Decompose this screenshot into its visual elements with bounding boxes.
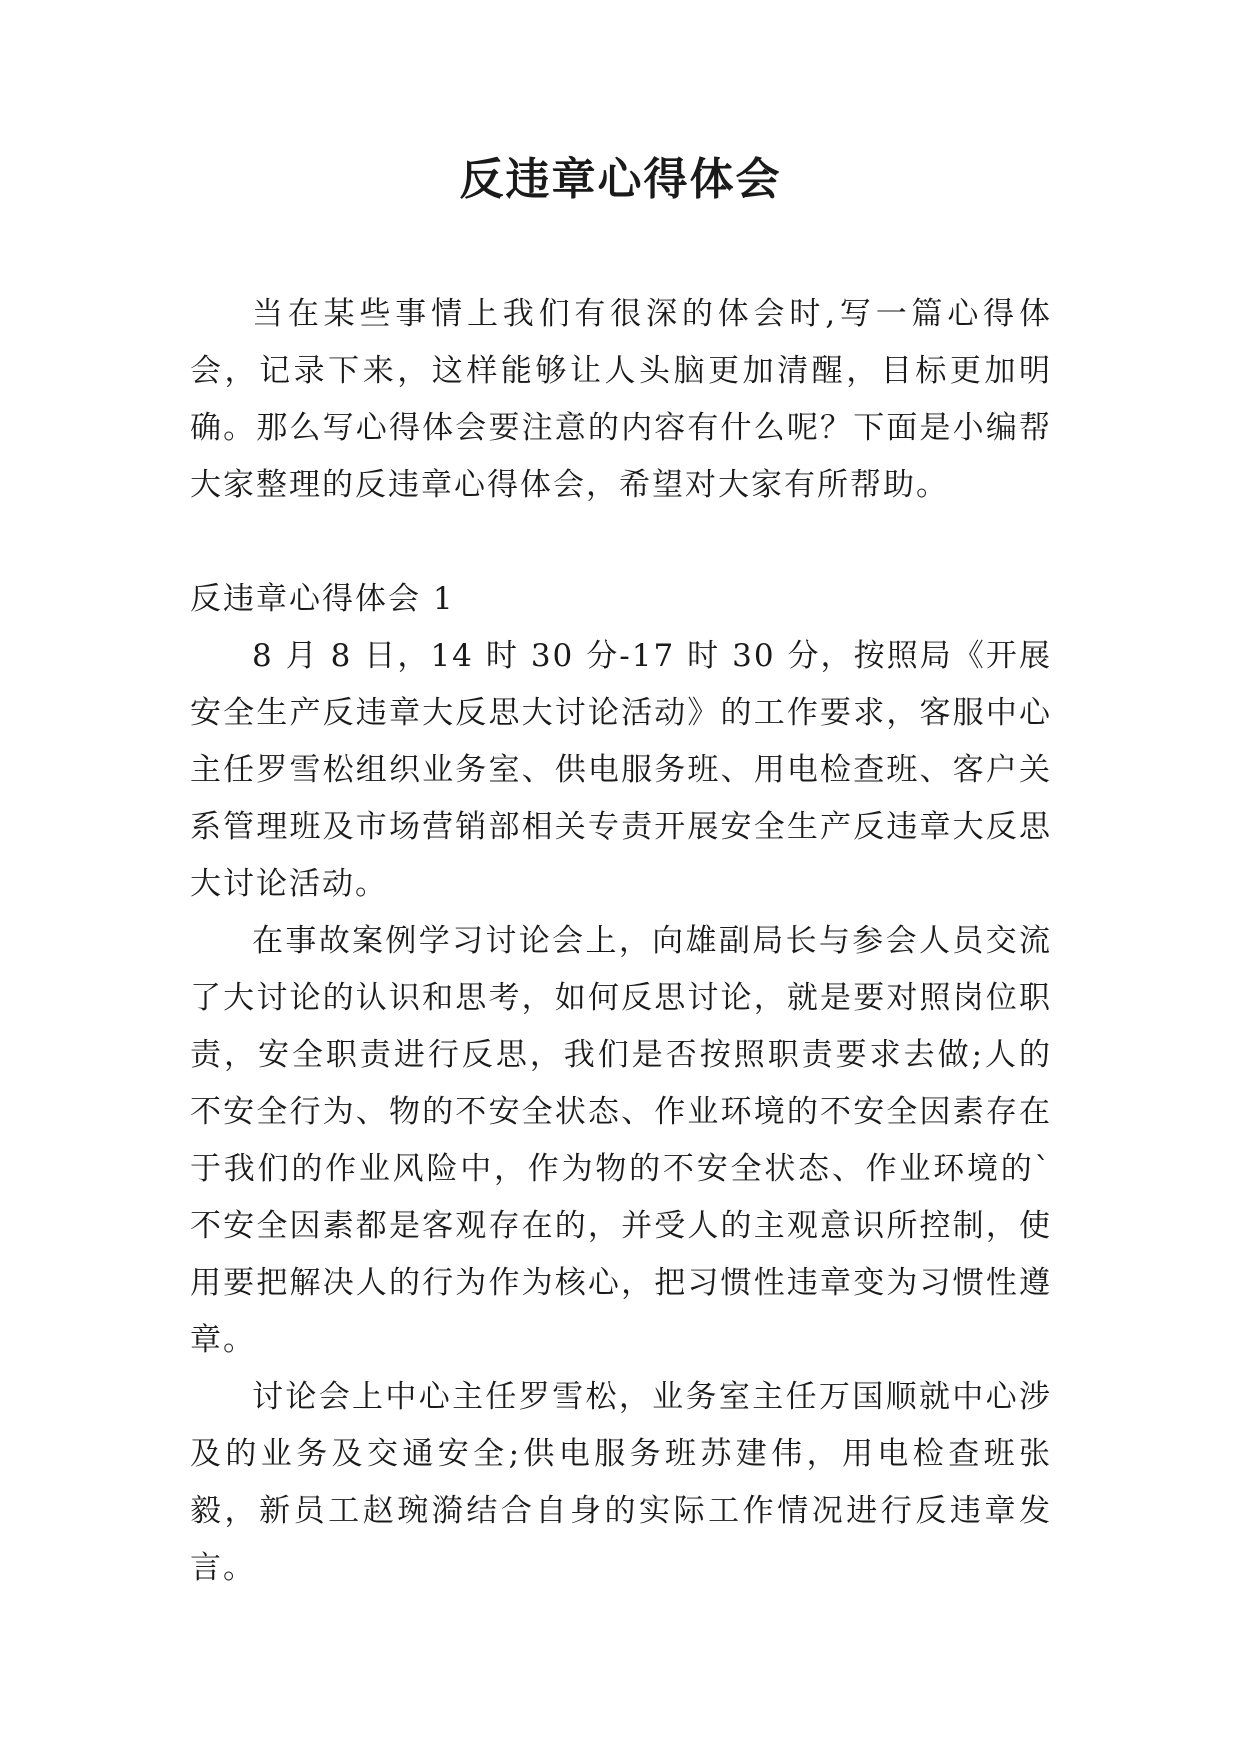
body-paragraph-1: 8 月 8 日，14 时 30 分-17 时 30 分，按照局《开展安全生产反违章大反思大讨论活动》的工作要求，客服中心主任罗雪松组织业务室、供电服务班、用电检查班、客户关系管理班及市场营销部相关专责开展安全生产反违章大反思大讨论活动。: [190, 638, 1052, 902]
body-paragraph-3: 讨论会上中心主任罗雪松，业务室主任万国顺就中心涉及的业务及交通安全;供电服务班苏建伟，用电检查班张毅，新员工赵琬漪结合自身的实际工作情况进行反违章发言。: [190, 1379, 1052, 1586]
intro-paragraph: 当在某些事情上我们有很深的体会时,写一篇心得体会，记录下来，这样能够让人头脑更加清醒，目标更加明确。那么写心得体会要注意的内容有什么呢？下面是小编帮大家整理的反违章心得体会，希望对大家有所帮助。: [190, 296, 1052, 503]
body-paragraph-2: 在事故案例学习讨论会上，向雄副局长与参会人员交流了大讨论的认识和思考，如何反思讨论，就是要对照岗位职责，安全职责进行反思，我们是否按照职责要求去做;人的不安全行为、物的不安全状态、作业环境的不安全因素存在于我们的作业风险中，作为物的不安全状态、作业环境的`不安全因素都是客观存在的，并受人的主观意识所控制，使用要把解决人的行为作为核心，把习惯性违章变为习惯性遵章。: [190, 923, 1052, 1358]
document-title: 反违章心得体会: [459, 154, 782, 205]
document-body: [190, 286, 1052, 1597]
section-heading: 反违章心得体会 1: [190, 581, 455, 617]
